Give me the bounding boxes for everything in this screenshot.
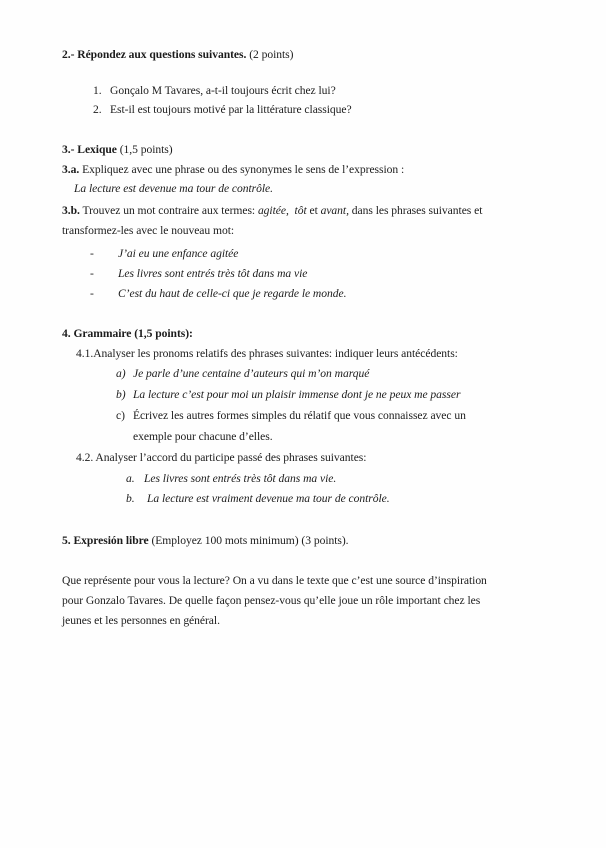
section-5-instructions: (Employez 100 mots minimum) (3 points).: [151, 534, 349, 547]
exercise-4-2-instruction: 4.2. Analyser l’accord du participe passé des phrases suivantes:: [76, 451, 367, 464]
grammar-item-c-text: Écrivez les autres formes simples du rélatif que vous connaissez avec un: [133, 409, 466, 422]
exercise-3b-term-1: agitée,: [257, 204, 289, 217]
participle-item-b: [126, 492, 390, 506]
exercise-3b-instruction-cont: dans les phrases suivantes et: [348, 204, 483, 217]
exercise-3b-term-2: tôt: [294, 204, 307, 217]
exercise-3b-instruction-line-2: transformez-les avec le nouveau mot:: [62, 224, 235, 237]
lexique-item-3-text: C’est du haut de celle-ci que je regarde le monde.: [118, 287, 347, 300]
lexique-item-2-bullet: -: [90, 267, 94, 280]
lexique-item-3: [90, 287, 346, 301]
question-1: [93, 84, 336, 98]
grammar-item-a-label: a): [116, 367, 126, 380]
section-4-points: (1,5 points):: [134, 327, 193, 340]
participle-item-b-text: La lecture est vraiment devenue ma tour de contrôle.: [147, 492, 390, 505]
exercise-3b: [62, 204, 482, 218]
lexique-item-1: [90, 247, 238, 261]
question-2-number: 2.: [93, 103, 102, 116]
question-1-text: Gonçalo M Tavares, a-t-il toujours écrit chez lui?: [110, 84, 336, 97]
section-5-heading: [62, 534, 349, 548]
grammar-item-c-continuation: exemple pour chacune d’elles.: [133, 430, 273, 443]
grammar-item-c: [116, 409, 466, 423]
section-3-title: 3.- Lexique: [62, 143, 117, 156]
participle-item-a-label: a.: [126, 472, 135, 485]
exercise-3b-instruction: Trouvez un mot contraire aux termes:: [82, 204, 258, 217]
question-1-number: 1.: [93, 84, 102, 97]
section-5-title: 5. Expresión libre: [62, 534, 149, 547]
lexique-item-3-bullet: -: [90, 287, 94, 300]
exercise-3a-quote: La lecture est devenue ma tour de contrôle.: [74, 182, 273, 195]
section-3-points: (1,5 points): [119, 143, 173, 156]
section-2-title: 2.- Répondez aux questions suivantes.: [62, 48, 247, 61]
exercise-3b-conjunction: et: [306, 204, 321, 217]
exercise-3a-label: 3.a.: [62, 163, 80, 176]
section-4-heading: [62, 327, 193, 341]
participle-item-a-text: Les livres sont entrés très tôt dans ma vie.: [144, 472, 337, 485]
exercise-4-1-instruction: 4.1.Analyser les pronoms relatifs des phrases suivantes: indiquer leurs antécédents:: [76, 347, 458, 360]
participle-item-a: [126, 472, 336, 486]
grammar-item-a: [116, 367, 369, 381]
section-2-heading: [62, 48, 293, 62]
grammar-item-b-label: b): [116, 388, 126, 401]
section-5-paragraph-line-2: pour Gonzalo Tavares. De quelle façon pensez-vous qu’elle joue un rôle important chez les: [62, 594, 481, 607]
section-3-heading: [62, 143, 173, 157]
grammar-item-a-text: Je parle d’une centaine d’auteurs qui m’on marqué: [133, 367, 370, 380]
grammar-item-b-text: La lecture c’est pour moi un plaisir immense dont je ne peux me passer: [133, 388, 461, 401]
section-2-points: (2 points): [249, 48, 294, 61]
exercise-3a: [62, 163, 404, 177]
participle-item-b-label: b.: [126, 492, 135, 505]
grammar-item-c-label: c): [116, 409, 125, 422]
exercise-3b-label: 3.b.: [62, 204, 80, 217]
section-5-paragraph-line-3: jeunes et les personnes en général.: [62, 614, 220, 627]
exercise-3a-instruction: Expliquez avec une phrase ou des synonymes le sens de l’expression :: [82, 163, 405, 176]
exercise-3b-term-3: avant,: [320, 204, 349, 217]
lexique-item-1-bullet: -: [90, 247, 94, 260]
question-2: [93, 103, 352, 117]
grammar-item-b: [116, 388, 460, 402]
lexique-item-2-text: Les livres sont entrés très tôt dans ma vie: [118, 267, 308, 280]
lexique-item-1-text: J’ai eu une enfance agitée: [118, 247, 239, 260]
lexique-item-2: [90, 267, 307, 281]
question-2-text: Est-il est toujours motivé par la littérature classique?: [110, 103, 352, 116]
section-5-paragraph-line-1: Que représente pour vous la lecture? On a vu dans le texte que c’est une source d’inspiration: [62, 574, 487, 587]
section-4-title: 4. Grammaire: [62, 327, 132, 340]
